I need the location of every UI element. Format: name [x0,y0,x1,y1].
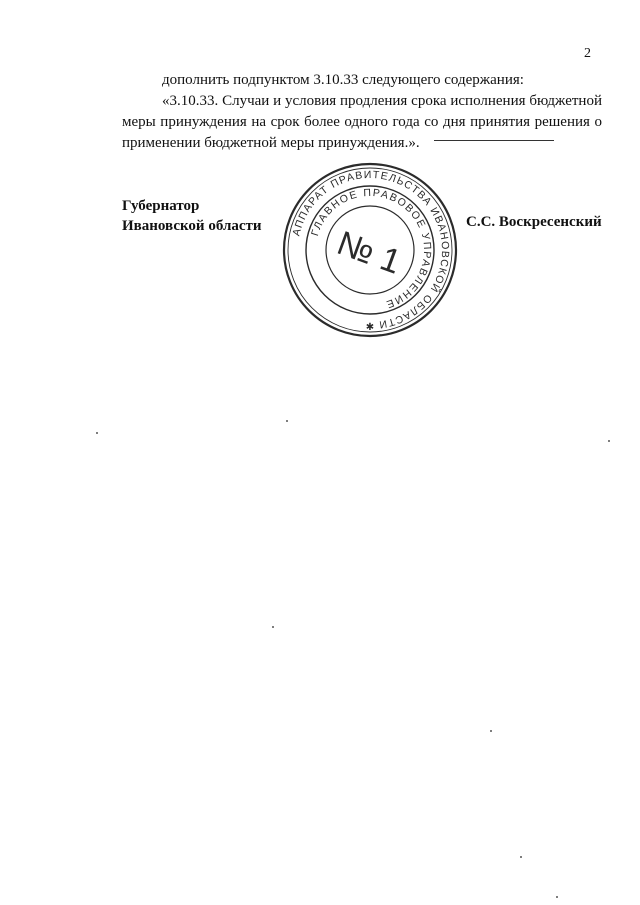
scan-speck [556,896,558,898]
signatory-title [122,196,262,236]
body-line-2: «3.10.33. Случаи и условия продления срока исполнения бюджетной [162,93,602,109]
signatory-title-line-2: Ивановской области [122,218,262,234]
seal-center-number: № 1 [332,223,406,282]
handwritten-underline [434,140,554,141]
page-number: 2 [584,46,591,61]
seal-outer-text: АППАРАТ ПРАВИТЕЛЬСТВА ИВАНОВСКОЙ ОБЛАСТИ [290,168,452,331]
scan-speck [520,856,522,858]
signatory-name: С.С. Воскресенский [466,214,602,230]
scan-speck [490,730,492,732]
body-line-4: применении бюджетной меры принуждения.». [122,135,420,151]
signatory-title-line-1: Губернатор [122,198,200,214]
document-body [122,70,602,154]
seal-inner-text: ГЛАВНОЕ ПРАВОВОЕ УПРАВЛЕНИЕ [309,186,434,311]
scan-speck [96,432,98,434]
body-line-3: меры принуждения на срок более одного года со дня принятия решения о [122,114,602,130]
scan-speck [286,420,288,422]
official-seal [280,160,460,340]
scan-speck [608,440,610,442]
scan-speck [272,626,274,628]
body-line-1: дополнить подпунктом 3.10.33 следующего содержания: [162,72,524,88]
seal-star-icon: ✱ [365,322,375,333]
